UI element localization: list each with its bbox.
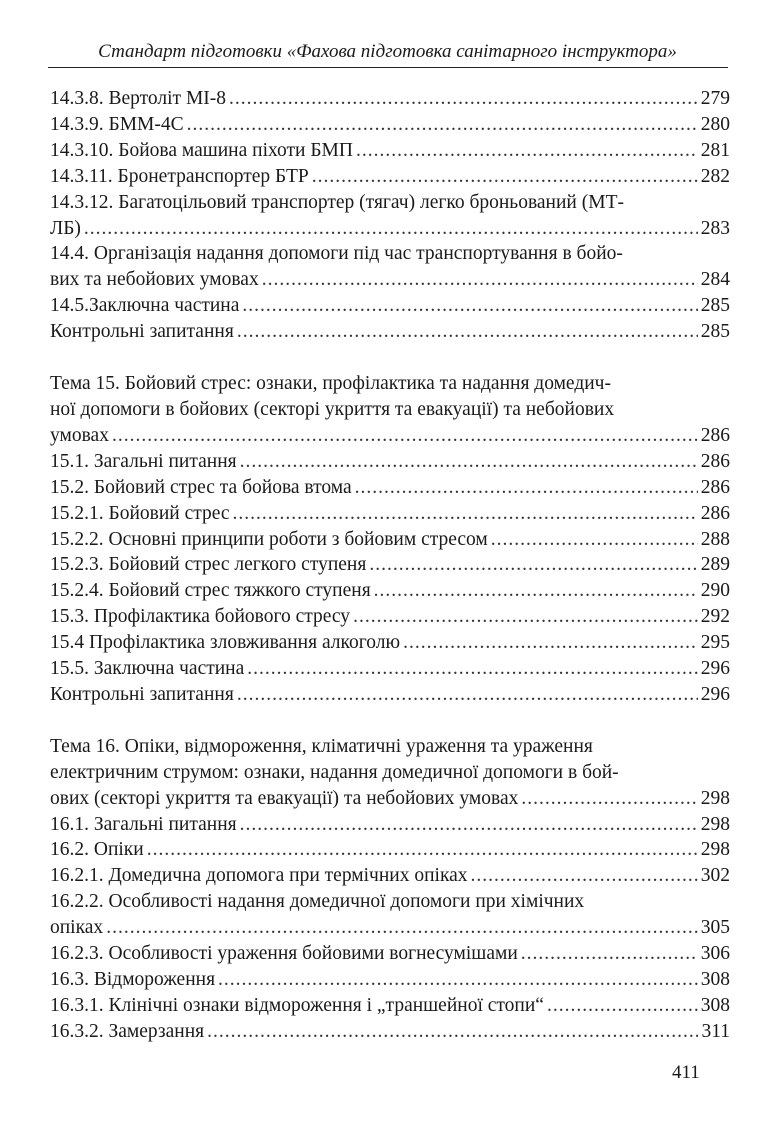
toc-entry-page: 296 xyxy=(700,683,730,705)
dot-leader xyxy=(147,837,698,863)
toc-entry-title: 14.3.10. Бойова машина піхоти БМП xyxy=(50,139,353,161)
dot-leader xyxy=(312,164,698,190)
toc-entry xyxy=(50,267,730,293)
toc-entry-page: 298 xyxy=(700,813,730,835)
toc-entry-page: 286 xyxy=(700,502,730,524)
toc-entry-title: 16.3.1. Клінічні ознаки відмороження і „траншейної стопи“ xyxy=(50,994,544,1016)
dot-leader xyxy=(547,993,698,1019)
toc-entry-title: 15.2.2. Основні принципи роботи з бойовим стресом xyxy=(50,528,488,550)
toc-entry-page: 282 xyxy=(700,165,730,187)
dot-leader xyxy=(247,656,697,682)
toc-entry-line: 14.4. Організація надання допомоги під час транспортування в бойо- xyxy=(50,243,623,265)
dot-leader xyxy=(84,216,698,242)
dot-leader xyxy=(374,578,698,604)
dot-leader xyxy=(233,501,698,527)
toc-entry xyxy=(50,138,730,164)
toc-entry-title: 16.2.3. Особливості ураження бойовими вогнесумішами xyxy=(50,943,518,965)
toc-entry-line: електричним струмом: ознаки, надання домедичної допомоги в бой- xyxy=(50,761,619,783)
toc-entry-page: 286 xyxy=(700,450,730,472)
toc-entry xyxy=(50,423,730,449)
toc-entry-title: 15.2.3. Бойовий стрес легкого ступеня xyxy=(50,554,367,576)
toc-entry-title: 15.2. Бойовий стрес та бойова втома xyxy=(50,476,352,498)
toc-entry-title: ових (секторі укриття та евакуації) та небойових умовах xyxy=(50,787,519,809)
dot-leader xyxy=(356,138,698,164)
table-of-contents xyxy=(50,86,730,1045)
toc-entry xyxy=(50,993,730,1019)
toc-entry-line: Тема 16. Опіки, відмороження, кліматичні ураження та ураження xyxy=(50,735,593,757)
toc-entry-page: 302 xyxy=(700,865,730,887)
toc-entry xyxy=(50,630,730,656)
toc-entry-page: 281 xyxy=(700,139,730,161)
toc-entry xyxy=(50,786,730,812)
toc-entry-page: 308 xyxy=(700,994,730,1016)
toc-entry-page: 280 xyxy=(700,113,730,135)
toc-entry-title: 15.4 Профілактика зловживання алкоголю xyxy=(50,632,401,654)
dot-leader xyxy=(242,293,697,319)
toc-entry-title: Контрольні запитання xyxy=(50,321,234,343)
toc-entry xyxy=(50,86,730,112)
toc-entry-title: опіках xyxy=(50,917,104,939)
toc-entry-page: 289 xyxy=(700,554,730,576)
toc-entry-page: 295 xyxy=(700,632,730,654)
toc-entry-page: 279 xyxy=(700,88,730,109)
running-header: Стандарт підготовки «Фахова підготовка санітарного інструктора» xyxy=(98,41,677,62)
toc-entry-title: 14.3.11. Бронетранспортер БТР xyxy=(50,165,309,187)
toc-entry-title: 14.5.Заключна частина xyxy=(50,295,240,317)
toc-entry-title: 15.3. Профілактика бойового стресу xyxy=(50,606,351,628)
toc-entry-title: 15.2.1. Бойовий стрес xyxy=(50,502,230,524)
dot-leader xyxy=(240,812,698,838)
toc-entry xyxy=(50,293,730,319)
section-gap xyxy=(50,345,730,371)
toc-entry xyxy=(50,552,730,578)
toc-entry-title: 16.3.2. Замерзання xyxy=(50,1020,205,1042)
toc-entry xyxy=(50,812,730,838)
toc-entry-page: 286 xyxy=(700,424,730,446)
toc-entry-title: вих та небойових умовах xyxy=(50,269,259,291)
dot-leader xyxy=(106,915,698,941)
dot-leader xyxy=(353,604,698,630)
toc-entry-title: 15.5. Заключна частина xyxy=(50,658,245,680)
toc-section xyxy=(50,734,730,1045)
dot-leader xyxy=(491,527,698,553)
toc-entry xyxy=(50,1019,730,1045)
toc-entry xyxy=(50,863,730,889)
dot-leader xyxy=(369,552,697,578)
toc-entry-page: 296 xyxy=(700,658,730,680)
toc-entry xyxy=(50,112,730,138)
toc-entry-page: 308 xyxy=(700,969,730,990)
toc-entry-page: 283 xyxy=(700,217,730,239)
toc-entry xyxy=(50,837,730,863)
dot-leader xyxy=(521,786,697,812)
dot-leader xyxy=(262,267,698,293)
toc-entry-page: 298 xyxy=(700,787,730,809)
toc-entry-page: 298 xyxy=(700,839,730,861)
toc-entry-line: 14.3.12. Багатоцільовий транспортер (тягач) легко броньований (МТ- xyxy=(50,191,624,213)
dot-leader xyxy=(218,967,698,993)
toc-entry xyxy=(50,449,730,475)
dot-leader xyxy=(521,941,698,967)
toc-entry xyxy=(50,915,730,941)
toc-entry-title: 14.3.9. БММ-4С xyxy=(50,113,184,135)
dot-leader xyxy=(237,682,698,708)
toc-entry xyxy=(50,319,730,345)
toc-entry-title: 16.2.1. Домедична допомога при термічних опіках xyxy=(50,865,468,887)
dot-leader xyxy=(240,449,698,475)
toc-entry xyxy=(50,682,730,708)
dot-leader xyxy=(403,630,698,656)
page-number: 411 xyxy=(672,1062,700,1083)
toc-entry xyxy=(50,501,730,527)
toc-entry-title: Контрольні запитання xyxy=(50,683,234,705)
toc-entry-title: умовах xyxy=(50,424,109,446)
toc-entry-title: 16.3. Відмороження xyxy=(50,969,216,990)
dot-leader xyxy=(471,863,698,889)
toc-entry xyxy=(50,604,730,630)
toc-entry-line: ної допомоги в бойових (секторі укриття та евакуації) та небойових xyxy=(50,398,615,420)
toc-section xyxy=(50,86,730,345)
toc-entry-page: 311 xyxy=(701,1020,730,1042)
toc-entry xyxy=(50,578,730,604)
toc-entry-page: 285 xyxy=(700,295,730,317)
section-gap xyxy=(50,708,730,734)
toc-entry xyxy=(50,527,730,553)
toc-entry-title: 16.1. Загальні питання xyxy=(50,813,237,835)
dot-leader xyxy=(112,423,698,449)
toc-entry xyxy=(50,216,730,242)
toc-entry-page: 306 xyxy=(700,943,730,965)
toc-entry-page: 305 xyxy=(700,917,730,939)
toc-entry-page: 290 xyxy=(700,580,730,602)
dot-leader xyxy=(207,1019,698,1045)
dot-leader xyxy=(237,319,698,345)
toc-entry-line: Тема 15. Бойовий стрес: ознаки, профілактика та надання домедич- xyxy=(50,373,611,395)
toc-entry-title: 15.2.4. Бойовий стрес тяжкого ступеня xyxy=(50,580,371,602)
toc-entry-title: 14.3.8. Вертоліт МІ-8 xyxy=(50,88,227,109)
toc-entry xyxy=(50,475,730,501)
toc-entry-page: 292 xyxy=(700,606,730,628)
toc-entry-page: 284 xyxy=(700,269,730,291)
toc-entry-title: 15.1. Загальні питання xyxy=(50,450,237,472)
toc-entry-page: 286 xyxy=(700,476,730,498)
toc-entry-title: 16.2. Опіки xyxy=(50,839,144,861)
toc-entry-page: 285 xyxy=(700,321,730,343)
toc-section xyxy=(50,371,730,708)
toc-entry-title: ЛБ) xyxy=(50,217,81,239)
toc-entry xyxy=(50,164,730,190)
dot-leader xyxy=(187,112,698,138)
toc-entry-line: 16.2.2. Особливості надання домедичної допомоги при хімічних xyxy=(50,891,585,913)
toc-entry-page: 288 xyxy=(700,528,730,550)
toc-entry xyxy=(50,941,730,967)
header-rule xyxy=(48,67,728,68)
dot-leader xyxy=(355,475,698,501)
toc-entry xyxy=(50,656,730,682)
dot-leader xyxy=(229,86,698,112)
toc-entry xyxy=(50,967,730,993)
